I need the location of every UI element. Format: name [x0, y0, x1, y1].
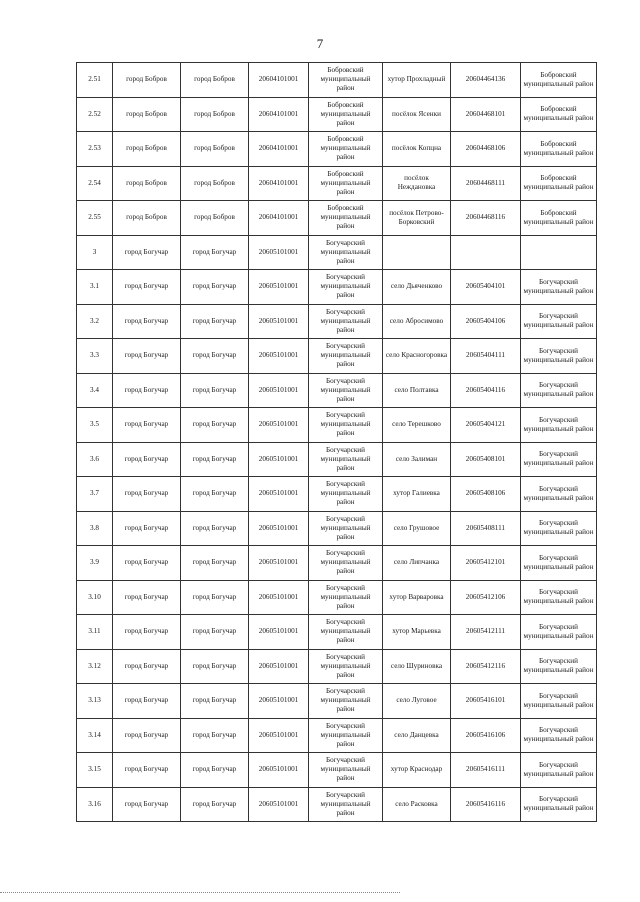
table-row — [77, 304, 597, 339]
locality-code-cell: 20605408101 — [451, 442, 521, 477]
locality-code-cell: 20605404106 — [451, 304, 521, 339]
municipality-cell: город Бобров — [113, 166, 181, 201]
region-cell: Богучарский муниципальный район — [521, 339, 597, 374]
district-cell: Богучарский муниципальный район — [309, 753, 383, 788]
settlement-cell: город Богучар — [181, 684, 249, 719]
locality-cell: хутор Краснодар — [383, 753, 451, 788]
district-cell: Богучарский муниципальный район — [309, 339, 383, 374]
table-row — [77, 97, 597, 132]
locality-code-cell: 20605404101 — [451, 270, 521, 305]
row-number-cell: 3.9 — [77, 546, 113, 581]
oktmo-code-cell: 20605101001 — [249, 753, 309, 788]
region-cell: Богучарский муниципальный район — [521, 753, 597, 788]
locality-code-cell: 20605412106 — [451, 580, 521, 615]
oktmo-code-cell: 20605101001 — [249, 270, 309, 305]
locality-code-cell: 20605412101 — [451, 546, 521, 581]
district-cell: Богучарский муниципальный район — [309, 580, 383, 615]
district-cell: Богучарский муниципальный район — [309, 718, 383, 753]
region-cell: Богучарский муниципальный район — [521, 270, 597, 305]
locality-code-cell: 20605404116 — [451, 373, 521, 408]
municipality-cell: город Богучар — [113, 270, 181, 305]
page-number: 7 — [316, 36, 324, 51]
locality-cell: хутор Галиевка — [383, 477, 451, 512]
row-number-cell: 3.13 — [77, 684, 113, 719]
locality-cell: посёлок Петрово-Борковский — [383, 201, 451, 236]
oktmo-code-cell: 20604101001 — [249, 97, 309, 132]
district-cell: Богучарский муниципальный район — [309, 304, 383, 339]
region-cell: Богучарский муниципальный район — [521, 373, 597, 408]
district-cell: Богучарский муниципальный район — [309, 373, 383, 408]
table-row — [77, 615, 597, 650]
row-number-cell: 3.2 — [77, 304, 113, 339]
district-cell: Богучарский муниципальный район — [309, 270, 383, 305]
region-cell: Богучарский муниципальный район — [521, 580, 597, 615]
locality-cell: село Луговое — [383, 684, 451, 719]
locality-cell: село Липчанка — [383, 546, 451, 581]
row-number-cell: 3.4 — [77, 373, 113, 408]
settlement-cell: город Богучар — [181, 373, 249, 408]
table-row — [77, 201, 597, 236]
municipality-cell: город Богучар — [113, 787, 181, 822]
row-number-cell: 3.10 — [77, 580, 113, 615]
oktmo-code-cell: 20605101001 — [249, 235, 309, 270]
locality-cell: село Абросимово — [383, 304, 451, 339]
oktmo-code-cell: 20605101001 — [249, 684, 309, 719]
oktmo-code-cell: 20605101001 — [249, 339, 309, 374]
locality-code-cell: 20605416101 — [451, 684, 521, 719]
row-number-cell: 2.54 — [77, 166, 113, 201]
row-number-cell: 2.55 — [77, 201, 113, 236]
table-row — [77, 339, 597, 374]
table-row — [77, 235, 597, 270]
municipality-cell: город Богучар — [113, 580, 181, 615]
row-number-cell: 2.51 — [77, 63, 113, 98]
locality-cell: село Данцевка — [383, 718, 451, 753]
row-number-cell: 3.5 — [77, 408, 113, 443]
district-cell: Богучарский муниципальный район — [309, 615, 383, 650]
oktmo-code-cell: 20604101001 — [249, 132, 309, 167]
locality-cell: хутор Прохладный — [383, 63, 451, 98]
district-cell: Богучарский муниципальный район — [309, 511, 383, 546]
district-cell: Богучарский муниципальный район — [309, 649, 383, 684]
locality-code-cell: 20604468116 — [451, 201, 521, 236]
table-row — [77, 270, 597, 305]
row-number-cell: 3.15 — [77, 753, 113, 788]
locality-cell: село Красногоровка — [383, 339, 451, 374]
locality-cell: село Расковка — [383, 787, 451, 822]
settlement-cell: город Богучар — [181, 408, 249, 443]
region-cell: Бобровский муниципальный район — [521, 63, 597, 98]
registry-table-body — [77, 63, 597, 822]
district-cell: Богучарский муниципальный район — [309, 684, 383, 719]
oktmo-code-cell: 20605101001 — [249, 546, 309, 581]
settlement-cell: город Богучар — [181, 442, 249, 477]
locality-cell: посёлок Ясенки — [383, 97, 451, 132]
oktmo-code-cell: 20605101001 — [249, 373, 309, 408]
settlement-cell: город Богучар — [181, 270, 249, 305]
oktmo-code-cell: 20604101001 — [249, 63, 309, 98]
region-cell: Богучарский муниципальный район — [521, 615, 597, 650]
municipality-cell: город Богучар — [113, 408, 181, 443]
settlement-cell: город Бобров — [181, 63, 249, 98]
locality-code-cell: 20605416106 — [451, 718, 521, 753]
registry-table — [76, 62, 597, 822]
row-number-cell: 3.7 — [77, 477, 113, 512]
table-row — [77, 684, 597, 719]
municipality-cell: город Бобров — [113, 201, 181, 236]
settlement-cell: город Богучар — [181, 787, 249, 822]
settlement-cell: город Богучар — [181, 753, 249, 788]
municipality-cell: город Богучар — [113, 546, 181, 581]
region-cell — [521, 235, 597, 270]
municipality-cell: город Богучар — [113, 304, 181, 339]
region-cell: Богучарский муниципальный район — [521, 511, 597, 546]
municipality-cell: город Богучар — [113, 235, 181, 270]
settlement-cell: город Богучар — [181, 304, 249, 339]
district-cell: Бобровский муниципальный район — [309, 63, 383, 98]
table-row — [77, 408, 597, 443]
region-cell: Богучарский муниципальный район — [521, 408, 597, 443]
district-cell: Богучарский муниципальный район — [309, 546, 383, 581]
locality-cell: хутор Марьевка — [383, 615, 451, 650]
settlement-cell: город Богучар — [181, 580, 249, 615]
region-cell: Богучарский муниципальный район — [521, 304, 597, 339]
table-row — [77, 373, 597, 408]
settlement-cell: город Бобров — [181, 132, 249, 167]
district-cell: Бобровский муниципальный район — [309, 132, 383, 167]
municipality-cell: город Богучар — [113, 615, 181, 650]
settlement-cell: город Богучар — [181, 546, 249, 581]
table-row — [77, 442, 597, 477]
oktmo-code-cell: 20605101001 — [249, 787, 309, 822]
municipality-cell: город Богучар — [113, 339, 181, 374]
row-number-cell: 3.8 — [77, 511, 113, 546]
settlement-cell: город Богучар — [181, 339, 249, 374]
municipality-cell: город Богучар — [113, 373, 181, 408]
table-row — [77, 718, 597, 753]
region-cell: Богучарский муниципальный район — [521, 718, 597, 753]
oktmo-code-cell: 20605101001 — [249, 408, 309, 443]
municipality-cell: город Бобров — [113, 132, 181, 167]
row-number-cell: 3.1 — [77, 270, 113, 305]
region-cell: Бобровский муниципальный район — [521, 166, 597, 201]
locality-cell: посёлок Неждановка — [383, 166, 451, 201]
oktmo-code-cell: 20605101001 — [249, 442, 309, 477]
row-number-cell: 3.6 — [77, 442, 113, 477]
table-row — [77, 166, 597, 201]
municipality-cell: город Бобров — [113, 63, 181, 98]
region-cell: Бобровский муниципальный район — [521, 97, 597, 132]
row-number-cell: 3 — [77, 235, 113, 270]
table-row — [77, 787, 597, 822]
locality-code-cell: 20605408106 — [451, 477, 521, 512]
oktmo-code-cell: 20605101001 — [249, 511, 309, 546]
oktmo-code-cell: 20605101001 — [249, 580, 309, 615]
locality-code-cell: 20604468106 — [451, 132, 521, 167]
locality-cell: село Дьяченково — [383, 270, 451, 305]
oktmo-code-cell: 20605101001 — [249, 615, 309, 650]
district-cell: Богучарский муниципальный район — [309, 787, 383, 822]
row-number-cell: 3.12 — [77, 649, 113, 684]
municipality-cell: город Бобров — [113, 97, 181, 132]
municipality-cell: город Богучар — [113, 477, 181, 512]
region-cell: Богучарский муниципальный район — [521, 787, 597, 822]
municipality-cell: город Богучар — [113, 753, 181, 788]
locality-code-cell: 20605408111 — [451, 511, 521, 546]
row-number-cell: 3.3 — [77, 339, 113, 374]
region-cell: Богучарский муниципальный район — [521, 546, 597, 581]
locality-code-cell: 20605412111 — [451, 615, 521, 650]
row-number-cell: 2.52 — [77, 97, 113, 132]
oktmo-code-cell: 20605101001 — [249, 304, 309, 339]
row-number-cell: 3.14 — [77, 718, 113, 753]
locality-cell: село Терешково — [383, 408, 451, 443]
locality-code-cell: 20605404121 — [451, 408, 521, 443]
settlement-cell: город Богучар — [181, 235, 249, 270]
district-cell: Бобровский муниципальный район — [309, 166, 383, 201]
table-row — [77, 546, 597, 581]
table-row — [77, 753, 597, 788]
row-number-cell: 3.11 — [77, 615, 113, 650]
municipality-cell: город Богучар — [113, 442, 181, 477]
table-row — [77, 477, 597, 512]
table-row — [77, 63, 597, 98]
district-cell: Богучарский муниципальный район — [309, 442, 383, 477]
table-row — [77, 511, 597, 546]
settlement-cell: город Богучар — [181, 718, 249, 753]
table-row — [77, 649, 597, 684]
region-cell: Богучарский муниципальный район — [521, 684, 597, 719]
locality-cell: село Залиман — [383, 442, 451, 477]
footer-divider — [0, 892, 400, 894]
locality-code-cell: 20604468111 — [451, 166, 521, 201]
locality-cell: посёлок Копцна — [383, 132, 451, 167]
settlement-cell: город Богучар — [181, 477, 249, 512]
municipality-cell: город Богучар — [113, 684, 181, 719]
region-cell: Богучарский муниципальный район — [521, 477, 597, 512]
locality-code-cell: 20604464136 — [451, 63, 521, 98]
district-cell: Богучарский муниципальный район — [309, 235, 383, 270]
district-cell: Богучарский муниципальный район — [309, 477, 383, 512]
settlement-cell: город Богучар — [181, 511, 249, 546]
district-cell: Бобровский муниципальный район — [309, 201, 383, 236]
locality-code-cell: 20604468101 — [451, 97, 521, 132]
oktmo-code-cell: 20605101001 — [249, 649, 309, 684]
oktmo-code-cell: 20604101001 — [249, 201, 309, 236]
settlement-cell: город Бобров — [181, 97, 249, 132]
locality-cell: село Грушовое — [383, 511, 451, 546]
settlement-cell: город Бобров — [181, 201, 249, 236]
locality-cell: село Полтавка — [383, 373, 451, 408]
district-cell: Богучарский муниципальный район — [309, 408, 383, 443]
municipality-cell: город Богучар — [113, 718, 181, 753]
region-cell: Бобровский муниципальный район — [521, 201, 597, 236]
locality-code-cell: 20605404111 — [451, 339, 521, 374]
locality-cell — [383, 235, 451, 270]
region-cell: Богучарский муниципальный район — [521, 442, 597, 477]
district-cell: Бобровский муниципальный район — [309, 97, 383, 132]
settlement-cell: город Богучар — [181, 615, 249, 650]
table-row — [77, 132, 597, 167]
row-number-cell: 2.53 — [77, 132, 113, 167]
region-cell: Богучарский муниципальный район — [521, 649, 597, 684]
region-cell: Бобровский муниципальный район — [521, 132, 597, 167]
settlement-cell: город Богучар — [181, 649, 249, 684]
locality-code-cell: 20605416116 — [451, 787, 521, 822]
locality-code-cell — [451, 235, 521, 270]
row-number-cell: 3.16 — [77, 787, 113, 822]
locality-code-cell: 20605416111 — [451, 753, 521, 788]
oktmo-code-cell: 20605101001 — [249, 718, 309, 753]
locality-code-cell: 20605412116 — [451, 649, 521, 684]
locality-cell: хутор Варваровка — [383, 580, 451, 615]
settlement-cell: город Бобров — [181, 166, 249, 201]
oktmo-code-cell: 20605101001 — [249, 477, 309, 512]
municipality-cell: город Богучар — [113, 649, 181, 684]
locality-cell: село Шуриновка — [383, 649, 451, 684]
municipality-cell: город Богучар — [113, 511, 181, 546]
oktmo-code-cell: 20604101001 — [249, 166, 309, 201]
table-row — [77, 580, 597, 615]
